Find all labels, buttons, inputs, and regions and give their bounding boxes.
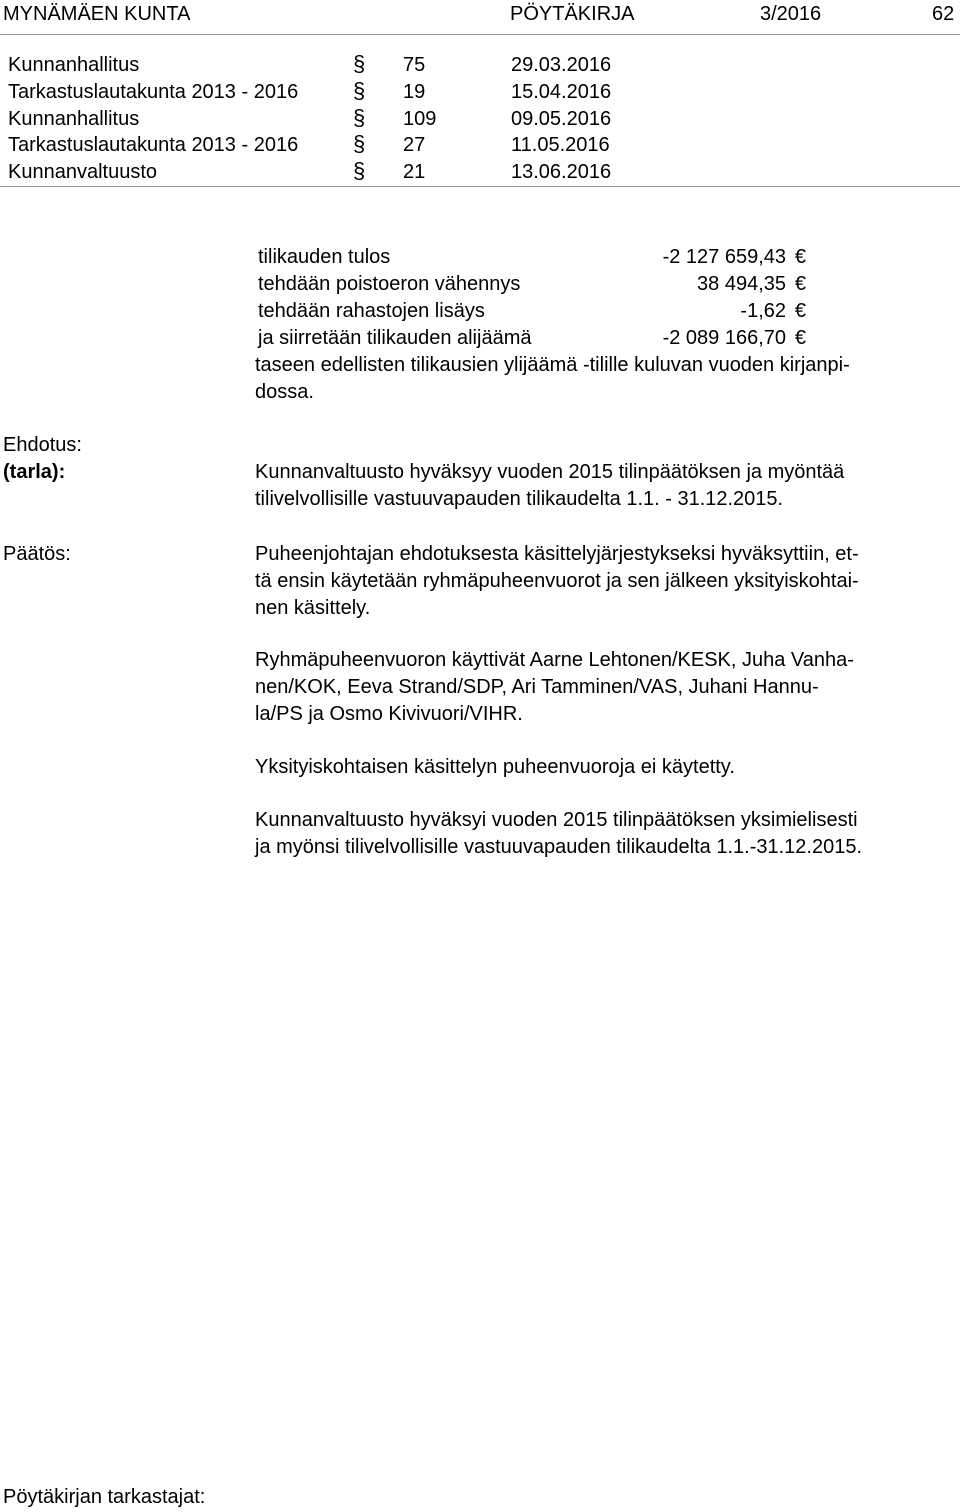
financial-row — [258, 298, 818, 324]
decision-line: Kunnanvaltuusto hyväksyi vuoden 2015 tilinpäätöksen yksimielisesti — [255, 809, 858, 831]
section-symbol: § — [353, 131, 366, 156]
decision-paragraph — [255, 541, 955, 622]
decision-line: la/PS ja Osmo Kivivuori/VIHR. — [255, 703, 523, 725]
decision-paragraph — [255, 754, 955, 781]
proposal-text — [255, 459, 955, 513]
section-number: 109 — [403, 108, 437, 130]
proposal-line: tilivelvollisille vastuuvapauden tilikaudelta 1.1. - 31.12.2015. — [255, 488, 784, 510]
section-number: 27 — [403, 134, 426, 156]
financial-label: tehdään poistoeron vähennys — [258, 273, 521, 295]
financial-amount: -2 127 659,43 — [662, 246, 786, 268]
euro-symbol: € — [794, 246, 806, 268]
section-symbol: § — [353, 78, 366, 103]
proposal-label: Ehdotus: — [3, 434, 82, 456]
reference-body: Tarkastuslautakunta 2013 - 2016 — [8, 81, 299, 103]
financial-amount: -2 089 166,70 — [662, 327, 786, 349]
financial-amount: 38 494,35 — [697, 273, 786, 295]
financial-row — [258, 244, 818, 270]
reference-date: 13.06.2016 — [511, 161, 612, 183]
financial-row — [258, 325, 818, 351]
financial-label: tehdään rahastojen lisäys — [258, 300, 485, 322]
reviewers-label: Pöytäkirjan tarkastajat: — [3, 1486, 206, 1508]
decision-label: Päätös: — [3, 543, 71, 565]
municipality-name: MYNÄMÄEN KUNTA — [3, 3, 191, 25]
document-type: PÖYTÄKIRJA — [510, 3, 635, 25]
reference-body: Kunnanvaltuusto — [8, 161, 158, 183]
euro-symbol: € — [794, 273, 806, 295]
financial-label: tilikauden tulos — [258, 246, 391, 268]
references-divider — [0, 186, 960, 187]
financial-note-line: dossa. — [255, 381, 314, 403]
decision-line: nen/KOK, Eeva Strand/SDP, Ari Tamminen/VAS, Juhani Hannu- — [255, 676, 819, 698]
reference-body: Kunnanhallitus — [8, 108, 140, 130]
section-number: 21 — [403, 161, 426, 183]
euro-symbol: € — [794, 327, 806, 349]
financial-note-line: taseen edellisten tilikausien ylijäämä -tilille kuluvan vuoden kirjanpi- — [255, 354, 850, 376]
decision-line: Yksityiskohtaisen käsittelyn puheenvuoroja ei käytetty. — [255, 756, 735, 778]
reference-date: 15.04.2016 — [511, 81, 612, 103]
reference-date: 09.05.2016 — [511, 108, 612, 130]
issue-number: 3/2016 — [760, 3, 822, 25]
financial-note — [255, 352, 955, 406]
decision-line: nen käsittely. — [255, 597, 371, 619]
financial-amount: -1,62 — [740, 300, 786, 322]
section-symbol: § — [353, 158, 366, 183]
decision-line: tä ensin käytetään ryhmäpuheenvuorot ja sen jälkeen yksityiskohtai- — [255, 570, 859, 592]
proposal-sublabel: (tarla): — [3, 461, 66, 483]
page-number: 62 — [932, 3, 955, 25]
decision-line: ja myönsi tilivelvollisille vastuuvapauden tilikaudelta 1.1.-31.12.2015. — [255, 836, 863, 858]
decision-paragraph — [255, 807, 955, 861]
header-divider — [0, 34, 960, 35]
euro-symbol: € — [794, 300, 806, 322]
financial-label: ja siirretään tilikauden alijäämä — [258, 327, 532, 349]
section-number: 19 — [403, 81, 426, 103]
section-symbol: § — [353, 51, 366, 76]
decision-paragraph — [255, 647, 955, 728]
proposal-line: Kunnanvaltuusto hyväksyy vuoden 2015 tilinpäätöksen ja myöntää — [255, 461, 845, 483]
financial-row — [258, 271, 818, 297]
reference-date: 29.03.2016 — [511, 54, 612, 76]
section-symbol: § — [353, 105, 366, 130]
reference-body: Kunnanhallitus — [8, 54, 140, 76]
decision-line: Ryhmäpuheenvuoron käyttivät Aarne Lehtonen/KESK, Juha Vanha- — [255, 649, 854, 671]
reference-date: 11.05.2016 — [511, 134, 610, 156]
section-number: 75 — [403, 54, 426, 76]
reference-body: Tarkastuslautakunta 2013 - 2016 — [8, 134, 299, 156]
decision-line: Puheenjohtajan ehdotuksesta käsittelyjärjestykseksi hyväksyttiin, et- — [255, 543, 859, 565]
